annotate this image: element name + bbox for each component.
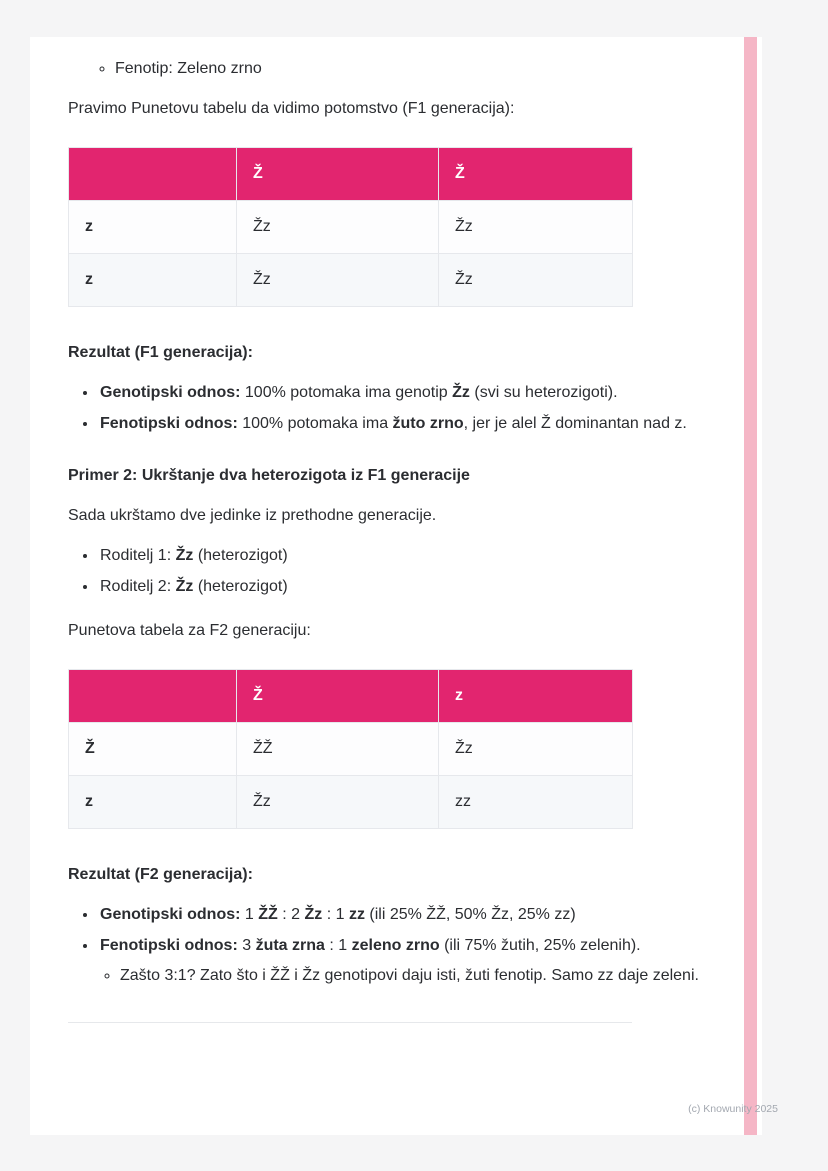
paragraph-primer2-intro: Sada ukrštamo dve jedinke iz prethodne generacije. <box>68 507 437 524</box>
result-f2-sublist <box>100 964 710 988</box>
table-body <box>69 723 633 829</box>
paragraph-f2-intro: Punetova tabela za F2 generaciju: <box>68 622 311 639</box>
table-row <box>69 201 633 254</box>
table-cell: Žz <box>237 776 439 829</box>
list-item: • Genotipski odnos: 100% potomaka ima genotip Žz (svi su heterozigoti). <box>98 381 710 405</box>
heading-primer2: Primer 2: Ukrštanje dva heterozigota iz F1 generacije <box>68 467 470 484</box>
punnett-table-f2 <box>68 669 633 829</box>
paragraph-f1-intro: Pravimo Punetovu tabelu da vidimo potomstvo (F1 generacija): <box>68 100 515 117</box>
document-page <box>30 37 762 1135</box>
table-cell: Žz <box>237 254 439 307</box>
table-header-cell: Ž <box>237 148 439 201</box>
list-item: • Fenotipski odnos: 100% potomaka ima žuto zrno, jer je alel Ž dominantan nad z. <box>98 412 710 436</box>
table-cell: zz <box>439 776 633 829</box>
heading-result-f1: Rezultat (F1 generacija): <box>68 344 253 361</box>
list-item: • Roditelj 1: Žz (heterozigot) <box>98 544 710 568</box>
table-header-cell <box>69 670 237 723</box>
phenotype-sublist <box>68 57 710 81</box>
table-cell: Ž <box>69 723 237 776</box>
copyright-note: (c) Knowunity 2025 <box>688 1103 778 1115</box>
table-row <box>69 670 633 723</box>
table-cell: ŽŽ <box>237 723 439 776</box>
list-item: ◦ Fenotip: Zeleno zrno <box>115 57 710 81</box>
table-cell: Žz <box>439 254 633 307</box>
table-cell: Žz <box>439 723 633 776</box>
table-cell: Žz <box>439 201 633 254</box>
heading-result-f2: Rezultat (F2 generacija): <box>68 866 253 883</box>
table-header <box>69 148 633 201</box>
table-header-cell <box>69 148 237 201</box>
table-cell: z <box>69 254 237 307</box>
table-cell: Žz <box>237 201 439 254</box>
table-row <box>69 254 633 307</box>
table-header-cell: z <box>439 670 633 723</box>
table-cell: z <box>69 201 237 254</box>
table-row <box>69 148 633 201</box>
table-body <box>69 201 633 307</box>
table-row <box>69 723 633 776</box>
table-header <box>69 670 633 723</box>
table-row <box>69 776 633 829</box>
list-item <box>98 934 710 988</box>
divider <box>68 1022 632 1023</box>
punnett-table-f1 <box>68 147 633 307</box>
accent-stripe <box>744 37 757 1135</box>
list-item: ◦ Zašto 3:1? Zato što i ŽŽ i Žz genotipovi daju isti, žuti fenotip. Samo zz daje zeleni. <box>120 964 710 988</box>
result-f2-list <box>68 903 710 988</box>
table-header-cell: Ž <box>237 670 439 723</box>
result-f1-list <box>68 381 710 436</box>
list-item: • Genotipski odnos: 1 ŽŽ : 2 Žz : 1 zz (ili 25% ŽŽ, 50% Žz, 25% zz) <box>98 903 710 927</box>
table-cell: z <box>69 776 237 829</box>
document-content <box>30 37 762 1023</box>
list-item-text: Fenotipski odnos: 3 žuta zrna : 1 zeleno zrno (ili 75% žutih, 25% zelenih). <box>100 937 641 954</box>
parents-list <box>68 544 710 599</box>
list-item: • Roditelj 2: Žz (heterozigot) <box>98 575 710 599</box>
table-header-cell: Ž <box>439 148 633 201</box>
